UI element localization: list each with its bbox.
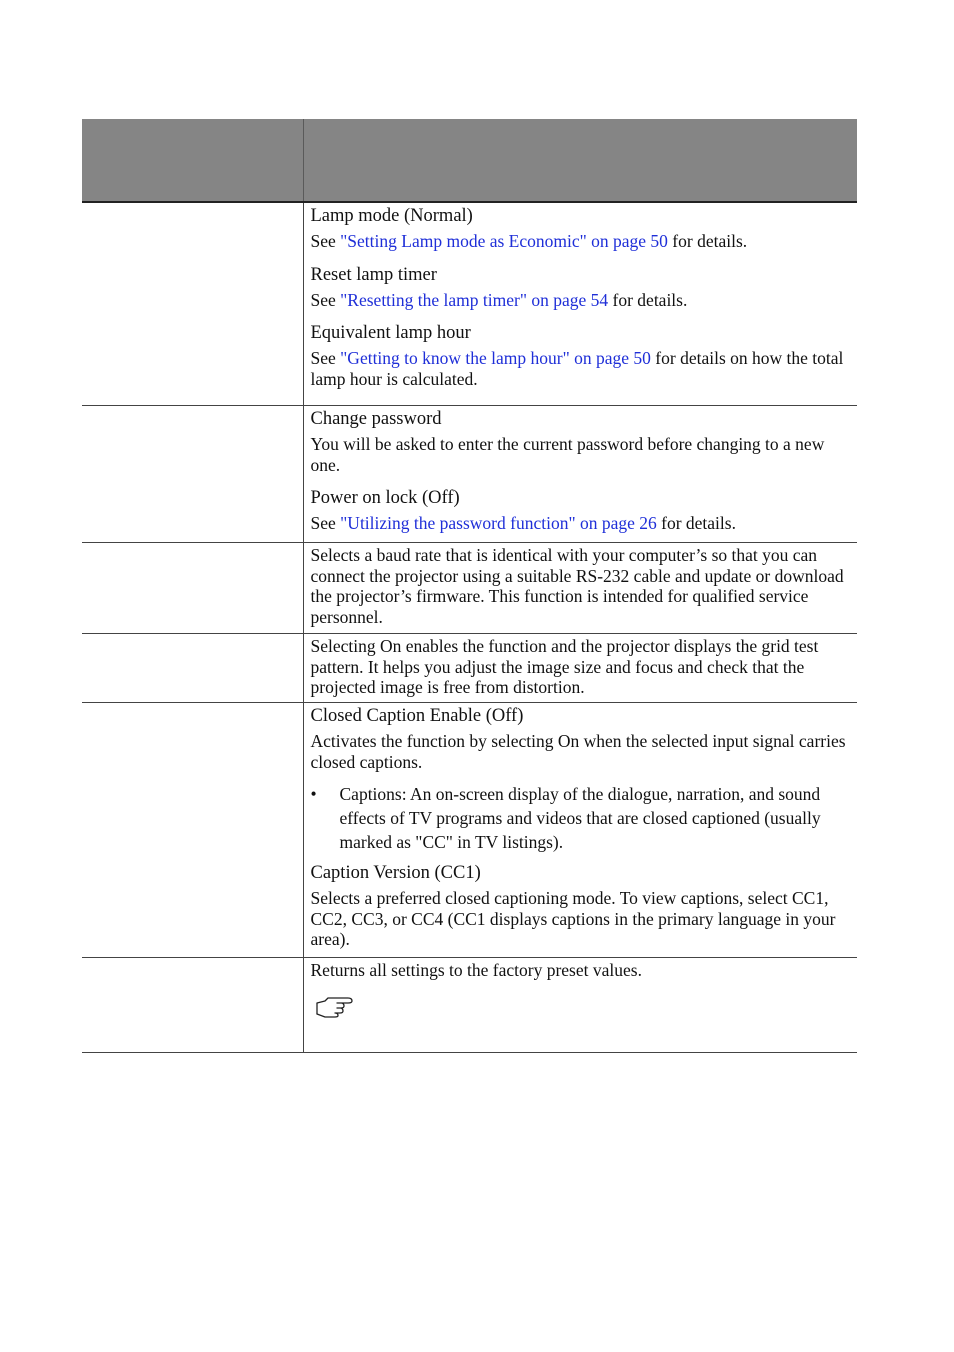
row-description-cell xyxy=(303,958,857,1053)
section-body: Activates the function by selecting On when the selected input signal carries closed captions. xyxy=(310,731,846,772)
row-description-cell xyxy=(303,406,857,543)
table-row-test-pattern xyxy=(82,634,857,703)
row-label-cell xyxy=(82,543,303,634)
section-body: See "Resetting the lamp timer" on page 54 for details. xyxy=(310,289,688,310)
cross-reference-link[interactable]: "Setting Lamp mode as Economic" on page 50 xyxy=(340,231,668,251)
header-cell-description xyxy=(303,119,857,202)
bullet-icon: • xyxy=(310,784,317,804)
row-description-cell xyxy=(303,634,857,703)
section-title: Change password xyxy=(310,409,442,429)
section-title: Caption Version (CC1) xyxy=(310,863,481,883)
section-title: Power on lock (Off) xyxy=(310,488,460,508)
row-description-cell xyxy=(303,202,857,406)
section-body: See "Getting to know the lamp hour" on page 50 for details on how the total lamp hour is calculated. xyxy=(310,348,844,389)
row-label-cell xyxy=(82,634,303,703)
settings-table xyxy=(82,119,857,1053)
table-row-baud-rate xyxy=(82,543,857,634)
table-row-password xyxy=(82,406,857,543)
table-row-closed-caption xyxy=(82,703,857,958)
section-title: Reset lamp timer xyxy=(310,264,437,285)
row-label-cell xyxy=(82,958,303,1053)
section-body: See "Utilizing the password function" on page 26 for details. xyxy=(310,513,736,533)
row-label-cell xyxy=(82,202,303,406)
section-body: Selecting On enables the function and the projector displays the grid test pattern. It helps you adjust the image size and focus and check that the projected image is free from distortion. xyxy=(310,636,819,697)
row-label-cell xyxy=(82,703,303,958)
header-cell-function xyxy=(82,119,303,202)
section-body: You will be asked to enter the current password before changing to a new one. xyxy=(310,434,825,475)
table-row-reset xyxy=(82,958,857,1053)
section-body: Selects a baud rate that is identical with your computer’s so that you can connect the projector using a suitable RS-232 cable and update or download the projector’s firmware. This function is intended for qualified service personnel. xyxy=(310,545,844,627)
section-title: Lamp mode (Normal) xyxy=(310,206,473,226)
cross-reference-link[interactable]: "Getting to know the lamp hour" on page 50 xyxy=(340,348,651,368)
section-body: Selects a preferred closed captioning mode. To view captions, select CC1, CC2, CC3, or CC4 (CC1 displays captions in the primary language in your area). xyxy=(310,888,836,949)
pointing-hand-note-icon xyxy=(315,995,355,1019)
section-title: Closed Caption Enable (Off) xyxy=(310,706,524,726)
row-description-cell xyxy=(303,543,857,634)
table-header-row xyxy=(82,119,857,202)
section-body: See "Setting Lamp mode as Economic" on page 50 for details. xyxy=(310,231,748,251)
row-label-cell xyxy=(82,406,303,543)
section-title: Equivalent lamp hour xyxy=(310,323,471,343)
cross-reference-link[interactable]: "Utilizing the password function" on page 26 xyxy=(340,513,657,533)
list-item xyxy=(311,782,850,854)
list-item-text: Captions: An on-screen display of the dialogue, narration, and sound effects of TV programs and videos that are closed captioned (usually marked as "CC" in TV listings). xyxy=(339,784,821,852)
cross-reference-link[interactable]: "Resetting the lamp timer" on page 54 xyxy=(340,289,609,310)
table-row-lamp xyxy=(82,202,857,406)
row-description-cell xyxy=(303,703,857,958)
section-body: Returns all settings to the factory preset values. xyxy=(310,960,642,980)
